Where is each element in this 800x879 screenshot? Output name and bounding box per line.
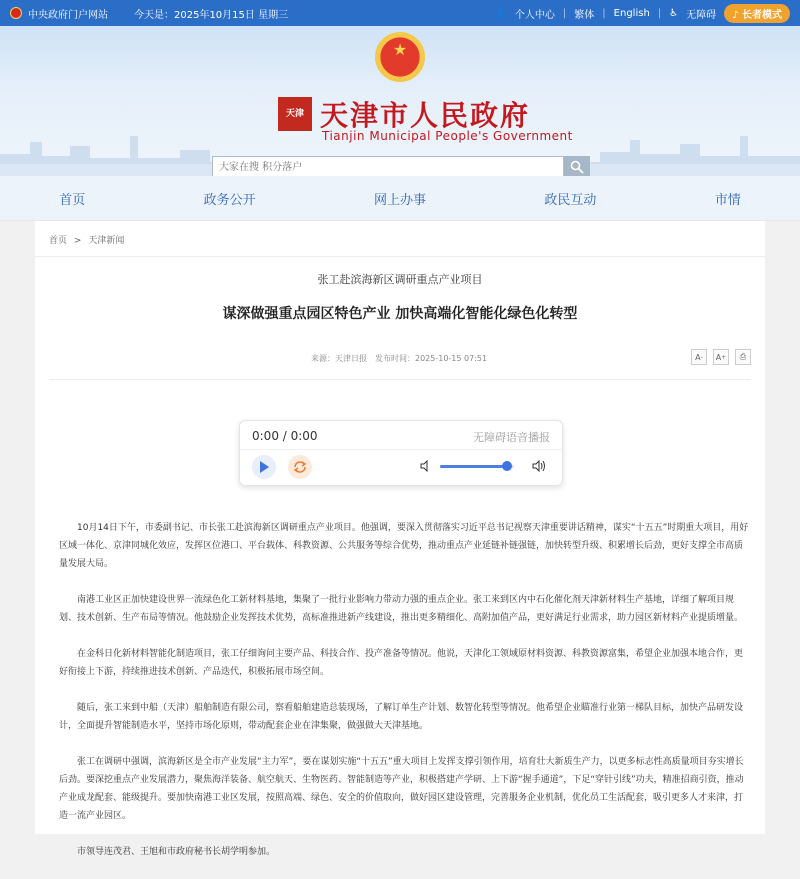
volume-knob[interactable] bbox=[502, 461, 512, 471]
loop-button[interactable] bbox=[288, 455, 312, 479]
site-header bbox=[0, 26, 800, 176]
divider: | bbox=[602, 7, 606, 19]
font-increase-icon[interactable]: A + bbox=[713, 349, 729, 365]
date-text: 今天是：2025年10月15日 星期三 bbox=[134, 9, 289, 21]
tianjin-seal-logo: 天津 bbox=[278, 97, 312, 131]
player-label: 无障碍语音播报 bbox=[473, 431, 550, 444]
play-icon bbox=[259, 461, 269, 473]
article-paragraph: 张工在调研中强调，滨海新区是全市产业发展“主力军”，要在谋划实施“十五五”重大项目上发挥支撑引领作用，培育壮大新质生产力，以更多标志性高质量项目夯实增长后劲。要深挖重点产业发展潜力，聚焦海洋装备、航空航天、生物医药、智能制造等产业，积极搭建产学研、上下游“握手通道”，下足“穿针引线”功夫，精准招商引资，推动产业成龙配套、能级提升。要加快南港工业区发展，按照高端、绿色、安全的价值取向，做好园区建设管理，完善服务企业机制，优化员工生活配套，吸引更多人才来津，打造一流产业园区。 bbox=[59, 757, 744, 821]
divider: | bbox=[657, 7, 662, 19]
accessibility-link[interactable]: 无障碍 bbox=[686, 9, 717, 21]
audio-player bbox=[239, 420, 563, 486]
divider: | bbox=[562, 7, 567, 19]
article-paragraph: 在金科日化新材料智能化制造项目，张工仔细询问主要产品、科技合作、投产准备等情况。他说，天津化工领域原材料资源、科教资源富集，希望企业加强本地合作，更好衔接上下游，持续推进技术创新、产品迭代，积极拓展市场空间。 bbox=[59, 649, 744, 677]
loop-icon bbox=[293, 460, 307, 474]
article-title: 谋深做强重点园区特色产业 加快高端化智能化绿色化转型 bbox=[222, 306, 578, 322]
breadcrumb-home[interactable]: 首页 bbox=[49, 236, 68, 246]
player-time: 0:00 / 0:00 bbox=[252, 429, 318, 443]
volume-slider[interactable] bbox=[440, 465, 514, 468]
article-subtitle: 张工赴滨海新区调研重点产业项目 bbox=[317, 273, 483, 286]
nav-city-info[interactable]: 市情 bbox=[714, 192, 741, 208]
user-icon: 👤 bbox=[494, 7, 507, 19]
print-icon[interactable]: ⎙ bbox=[735, 349, 751, 365]
nav-gov-affairs[interactable]: 政务公开 bbox=[203, 192, 256, 208]
breadcrumb-separator: > bbox=[73, 236, 82, 246]
article-source: 来源：天津日报 发布时间：2025-10-15 07:51 bbox=[311, 354, 488, 363]
personal-center-link[interactable]: 个人中心 bbox=[514, 9, 555, 21]
play-button[interactable] bbox=[252, 455, 276, 479]
article-meta bbox=[35, 349, 765, 369]
breadcrumb bbox=[35, 221, 765, 246]
content-panel bbox=[35, 221, 765, 857]
breadcrumb-current[interactable]: 天津新闻 bbox=[88, 236, 125, 246]
volume-low-icon[interactable] bbox=[420, 460, 432, 472]
search-bar bbox=[212, 156, 590, 176]
article-tools bbox=[691, 349, 751, 365]
nav-online-services[interactable]: 网上办事 bbox=[373, 192, 426, 208]
search-icon bbox=[570, 160, 584, 174]
volume-fill bbox=[440, 465, 507, 468]
divider bbox=[240, 449, 562, 450]
site-title: 天津市人民政府 bbox=[320, 99, 531, 132]
font-decrease-icon[interactable]: A - bbox=[691, 349, 707, 365]
article-paragraph: 市领导连茂君、王旭和市政府秘书长胡学明参加。 bbox=[77, 847, 276, 857]
article-paragraph: 南港工业区正加快建设世界一流绿色化工新材料基地，集聚了一批行业影响力带动力强的重点企业。张工来到区内中石化催化剂天津新材料生产基地，详细了解项目规划、技术创新、生产布局等情况。他鼓励企业发挥技术优势，高标准推进新产线建设，推出更多精细化、高附加值产品，更好满足行业需求，助力园区新材料产业提质增量。 bbox=[59, 595, 744, 623]
accessibility-icon: ♿ bbox=[669, 7, 679, 19]
elder-icon: ♪ bbox=[732, 9, 739, 21]
elder-mode-button[interactable] bbox=[724, 4, 790, 23]
divider bbox=[35, 256, 765, 257]
article-paragraph: 10月14日下午，市委副书记、市长张工赴滨海新区调研重点产业项目。他强调，要深入贯彻落实习近平总书记视察天津重要讲话精神，谋实“十五五”时期重大项目，用好区域一体化、京津同城化效应，发挥区位港口、平台载体、科教资源、公共服务等综合优势，推动重点产业延链补链强链，加快转型升级、积累增长后劲，更好支撑全市高质量发展大局。 bbox=[59, 523, 749, 569]
nav-home[interactable]: 首页 bbox=[59, 192, 86, 208]
search-input[interactable] bbox=[212, 156, 564, 176]
volume-high-icon[interactable] bbox=[532, 459, 548, 473]
national-emblem-icon bbox=[10, 7, 22, 19]
article-paragraph: 随后，张工来到中船（天津）船舶制造有限公司，察看船舶建造总装现场，了解订单生产计划、数智化转型等情况。他希望企业瞄准行业第一梯队目标，加快产品研发设计，全面提升智能制造水平，坚持市场化原则，带动配套企业在津集聚，做强做大天津基地。 bbox=[59, 703, 744, 731]
site-title-en: Tianjin Municipal People's Government bbox=[322, 129, 573, 143]
top-bar bbox=[0, 0, 800, 26]
search-button[interactable] bbox=[564, 156, 590, 176]
english-link[interactable]: English bbox=[613, 7, 650, 19]
central-portal-link[interactable]: 中央政府门户网站 bbox=[28, 9, 108, 21]
main-nav bbox=[0, 176, 800, 221]
traditional-chinese-link[interactable]: 繁体 bbox=[574, 9, 595, 21]
divider bbox=[49, 379, 751, 380]
article-body bbox=[59, 519, 749, 879]
elder-mode-label: 长者模式 bbox=[742, 9, 782, 21]
national-emblem: ★ bbox=[375, 32, 425, 82]
nav-interaction[interactable]: 政民互动 bbox=[544, 192, 597, 208]
